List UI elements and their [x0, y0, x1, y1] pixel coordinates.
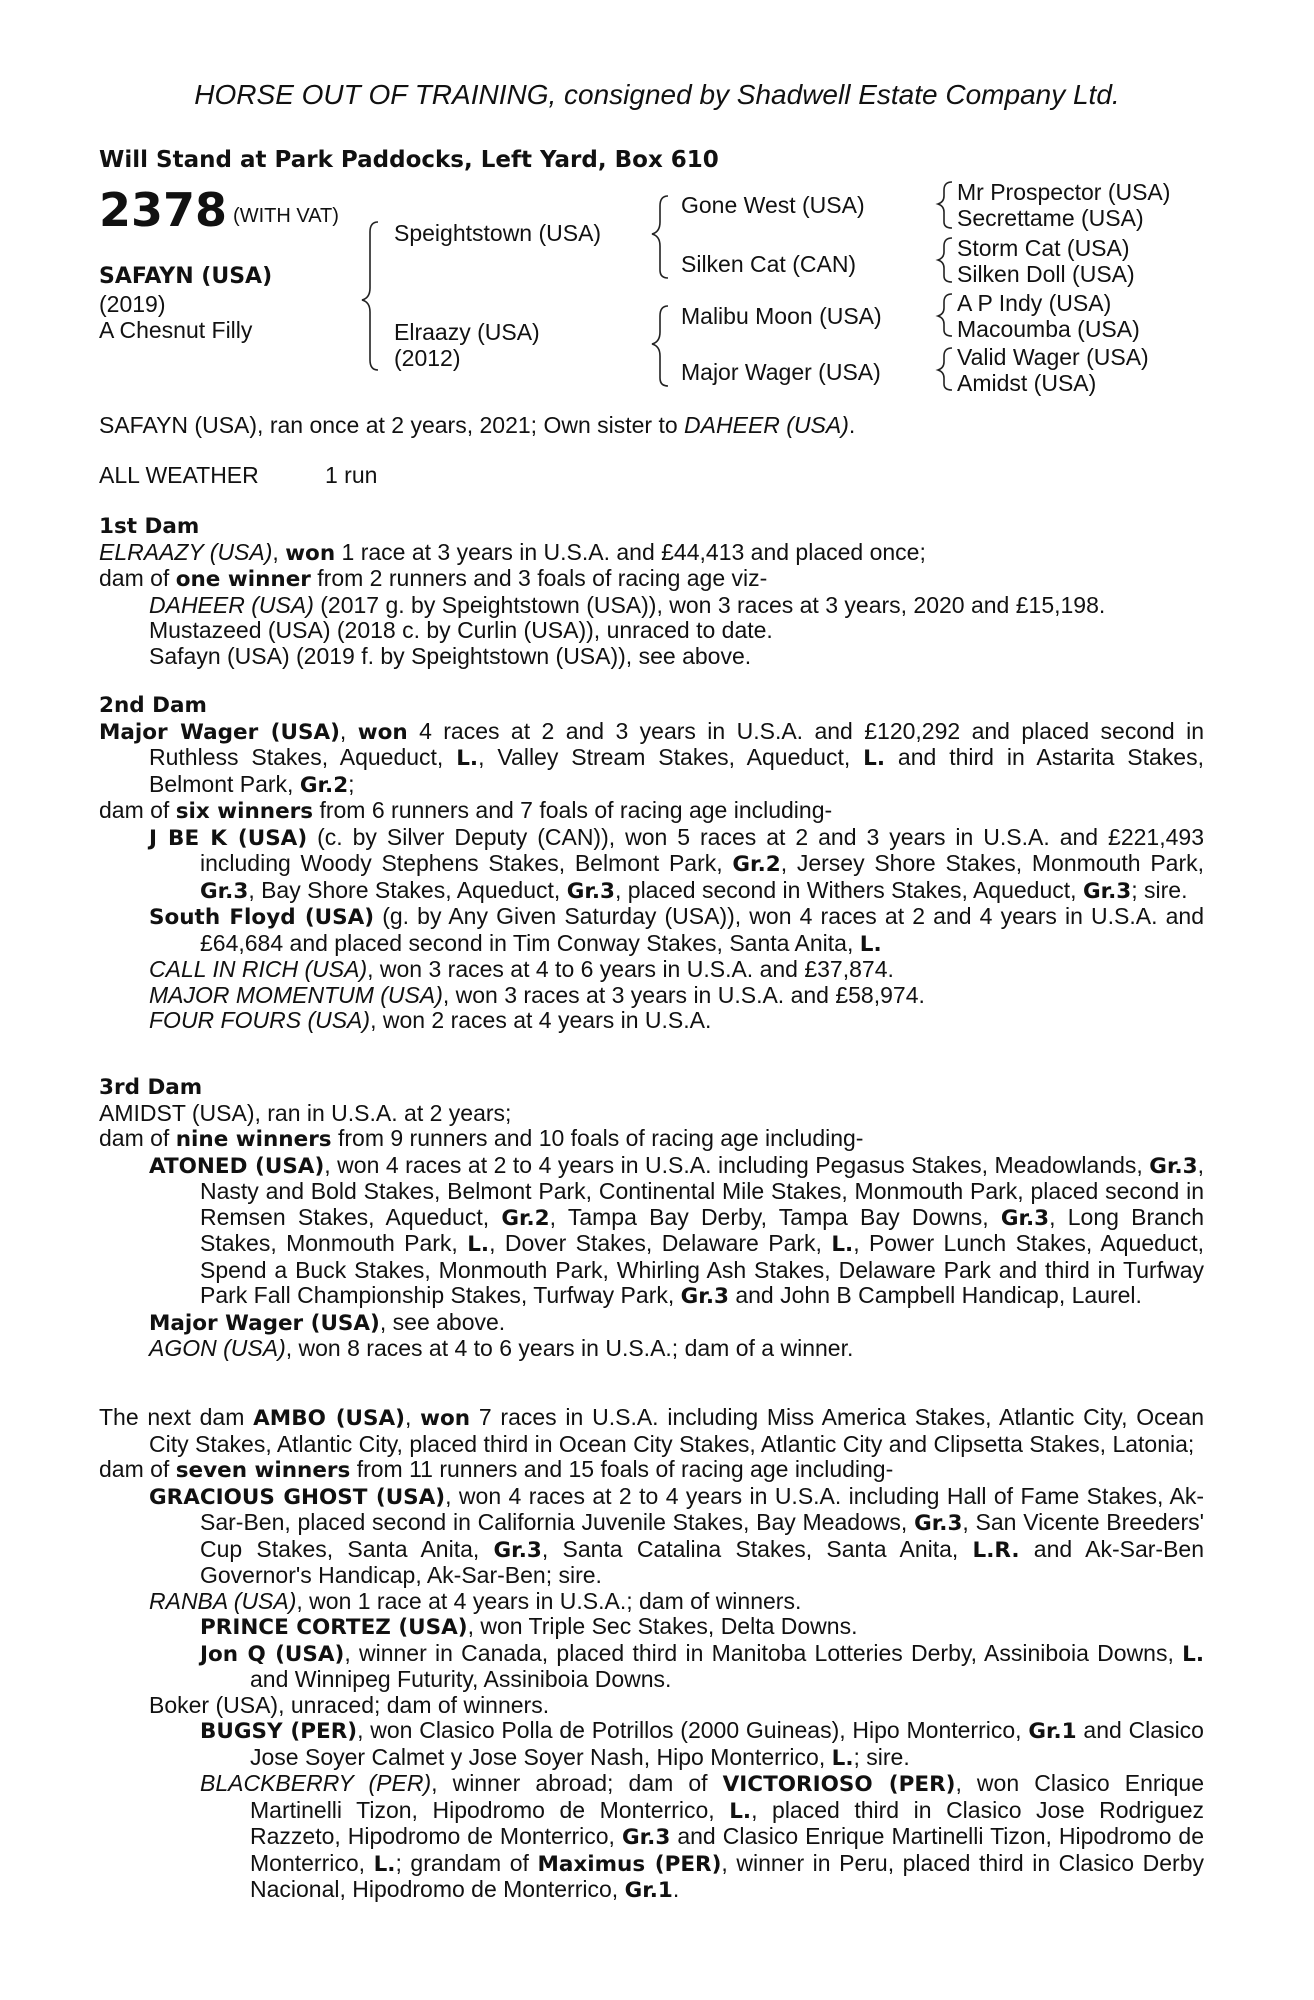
list-item — [99, 1718, 1204, 1771]
next-dam-produce — [99, 1457, 1204, 1484]
text-run: (2017 g. by Speightstown (USA)), won 3 races at 3 years, 2020 and £15,198. — [313, 591, 1106, 618]
text-run: L. — [729, 1798, 752, 1824]
text-run: , winner in Canada, placed third in Manitoba Lotteries Derby, Assiniboia Downs, — [344, 1639, 1183, 1666]
list-item — [99, 593, 1204, 619]
text-run: The next dam — [99, 1404, 254, 1430]
text-run: Jon Q (USA) — [200, 1641, 345, 1667]
pedigree-dam-dam: Major Wager (USA) — [681, 359, 881, 385]
first-dam-line — [99, 540, 1204, 567]
text-run: Gr.1 — [1028, 1719, 1077, 1744]
pedigree-dam-year: (2012) — [394, 345, 461, 371]
third-dam-section — [99, 1075, 1204, 1362]
page-header: HORSE OUT OF TRAINING, consigned by Shadwell Estate Company Ltd. — [194, 79, 1120, 110]
text-run: , Power Lunch Stakes, Aqueduct, Spend a Buck Stakes, Monmouth Park, Whirling Ash Stakes, Delaware Park and third in Turfway Park Fall Championship Stakes, Turfway Park, — [200, 1230, 1204, 1308]
third-dam-produce — [99, 1126, 1204, 1153]
text-run: dam of — [99, 565, 176, 591]
pedigree-dam: Elraazy (USA) — [394, 319, 540, 345]
list-item — [99, 957, 1204, 983]
text-run: , — [404, 1404, 421, 1430]
text-run: Gr.3 — [621, 1825, 671, 1850]
third-dam-heading: 3rd Dam — [99, 1075, 203, 1100]
text-run: South Floyd (USA) — [149, 905, 375, 930]
first-dam-produce — [99, 566, 1204, 593]
text-run: , won 2 races at 4 years in U.S.A. — [370, 1007, 712, 1033]
text-run: dam of — [99, 1456, 176, 1482]
text-run: , won 4 races at 2 to 4 years in U.S.A. including Hall of Fame Stakes, Ak-Sar-Ben, placed second in California Juvenile Stakes, Bay Meadows, — [200, 1482, 1204, 1535]
text-run: L. — [467, 1232, 490, 1257]
text-run: won — [285, 540, 336, 566]
text-run: L. — [863, 746, 886, 771]
summary-end: . — [848, 412, 856, 438]
text-run: CALL IN RICH (USA) — [149, 956, 368, 982]
text-run: DAHEER (USA) — [149, 591, 314, 618]
lot-number-value: 2378 — [99, 183, 228, 237]
list-item — [99, 1153, 1204, 1310]
text-run: Major Wager (USA) — [149, 1310, 380, 1336]
text-run: and third in Astarita Stakes, Belmont Park, — [149, 744, 1204, 797]
first-dam-name: ELRAAZY (USA) — [99, 538, 273, 565]
text-run: GRACIOUS GHOST (USA) — [149, 1484, 446, 1510]
list-item: Safayn (USA) (2019 f. by Speightstown (USA)), see above. — [149, 642, 752, 669]
text-run: 1 race at 3 years in U.S.A. and £44,413 and placed once; — [335, 538, 926, 565]
text-run: Gr.2 — [299, 772, 349, 798]
text-run: , won 8 races at 4 to 6 years in U.S.A.; dam of a winner. — [285, 1335, 854, 1361]
text-run: , won 1 race at 4 years in U.S.A.; dam of winners. — [296, 1587, 802, 1614]
vat-note: (WITH VAT) — [233, 205, 339, 227]
second-dam-heading: 2nd Dam — [99, 693, 207, 718]
text-run: won — [420, 1406, 471, 1431]
pedigree-g1: Mr Prospector (USA) — [957, 179, 1171, 205]
stand-location: Will Stand at Park Paddocks, Left Yard, Box 610 — [99, 147, 719, 173]
text-run: Gr.1 — [624, 1878, 673, 1903]
text-run: , — [272, 538, 286, 565]
text-run: Gr.3 — [200, 878, 249, 904]
text-run: , won Clasico Polla de Potrillos (2000 Guineas), Hipo Monterrico, — [357, 1717, 1029, 1743]
pedigree-g6: Macoumba (USA) — [957, 316, 1140, 342]
text-run: FOUR FOURS (USA) — [149, 1007, 371, 1033]
text-run: . — [672, 1876, 680, 1902]
text-run: Gr.3 — [1000, 1205, 1050, 1231]
pedigree-g7: Valid Wager (USA) — [957, 344, 1149, 370]
text-run: Gr.3 — [493, 1537, 542, 1563]
text-run: ; sire. — [1131, 876, 1188, 903]
text-run: , — [339, 717, 358, 744]
text-run: Gr.2 — [501, 1205, 550, 1231]
text-run: dam of — [99, 1125, 176, 1151]
text-run: J BE K (USA) — [149, 825, 308, 851]
pedigree-sire-sire: Gone West (USA) — [681, 192, 865, 218]
text-run: and John B Campbell Handicap, Laurel. — [728, 1282, 1142, 1308]
text-run: Gr.3 — [1149, 1153, 1198, 1179]
text-run: , San Vicente Breeders' Cup Stakes, Santa Anita, — [200, 1509, 1204, 1562]
text-run: , Jersey Shore Stakes, Monmouth Park, — [780, 850, 1204, 876]
pedigree-g2: Secrettame (USA) — [957, 205, 1144, 231]
text-run: L. — [456, 746, 479, 771]
text-run: , won 3 races at 4 to 6 years in U.S.A. and £37,874. — [367, 956, 894, 982]
text-run: and Clasico Jose Soyer Calmet y Jose Soyer Nash, Hipo Monterrico, — [250, 1717, 1204, 1770]
list-item — [99, 1771, 1204, 1904]
text-run: from 11 runners and 15 foals of racing age including- — [350, 1456, 894, 1482]
text-run: Gr.3 — [1082, 878, 1132, 904]
text-run: , won Clasico Enrique Martinelli Tizon, Hipodromo de Monterrico, — [250, 1770, 1204, 1823]
text-run: L. — [859, 931, 882, 957]
list-item — [99, 983, 1204, 1009]
summary-text: SAFAYN (USA), ran once at 2 years, 2021; Own sister to — [99, 412, 685, 438]
text-run: and Winnipeg Futurity, Assiniboia Downs. — [250, 1666, 672, 1692]
list-item — [99, 1614, 1204, 1641]
pedigree-sire-dam: Silken Cat (CAN) — [681, 251, 857, 277]
text-run: , Bay Shore Stakes, Aqueduct, — [248, 876, 567, 903]
text-run: six winners — [175, 799, 314, 824]
horse-year: (2019) — [99, 291, 166, 317]
text-run: AMBO (USA) — [253, 1406, 405, 1431]
third-dam-line: AMIDST (USA), ran in U.S.A. at 2 years; — [99, 1099, 512, 1126]
text-run: , won 4 races at 2 to 4 years in U.S.A. including Pegasus Stakes, Meadowlands, — [324, 1151, 1150, 1178]
text-run: (c. by Silver Deputy (CAN)), won 5 races at 2 and 3 years in U.S.A. and £221,493 including Woody Stephens Stakes, Belmont Park, — [200, 823, 1204, 876]
record-surface: ALL WEATHER — [99, 462, 259, 488]
text-run: L. — [831, 1232, 854, 1257]
text-run: BUGSY (PER) — [200, 1719, 358, 1744]
list-item — [99, 1484, 1204, 1589]
pedigree-g4: Silken Doll (USA) — [957, 261, 1135, 287]
text-run: , placed second in Withers Stakes, Aqueduct, — [615, 876, 1083, 903]
text-run: , Nasty and Bold Stakes, Belmont Park, Continental Mile Stakes, Monmouth Park, placed second in Remsen Stakes, Aqueduct, — [200, 1151, 1204, 1230]
pedigree-g3: Storm Cat (USA) — [957, 235, 1130, 261]
text-run: AGON (USA) — [149, 1335, 286, 1361]
text-run: , won Triple Sec Stakes, Delta Downs. — [467, 1613, 858, 1639]
text-run: L. — [831, 1745, 854, 1771]
text-run: from 2 runners and 3 foals of racing age viz- — [310, 565, 768, 591]
next-dam-line — [99, 1405, 1204, 1457]
text-run: RANBA (USA) — [149, 1587, 297, 1614]
text-run: Gr.3 — [914, 1511, 963, 1536]
horse-description: A Chesnut Filly — [99, 317, 253, 343]
text-run: L. — [373, 1851, 396, 1877]
first-dam-heading: 1st Dam — [99, 514, 200, 539]
text-run: 7 races in U.S.A. including Miss America Stakes, Atlantic City, Ocean City Stakes, Atlantic City, placed third in Ocean City Stakes, Atlantic City and Clipsetta Stakes, Latonia; — [149, 1404, 1205, 1457]
text-run: L. — [1182, 1641, 1205, 1667]
list-item: Mustazeed (USA) (2018 c. by Curlin (USA)), unraced to date. — [149, 617, 773, 643]
horse-name: SAFAYN (USA) — [99, 264, 273, 289]
text-run: , Valley Stream Stakes, Aqueduct, — [478, 744, 864, 770]
pedigree-g8: Amidst (USA) — [957, 370, 1097, 396]
second-dam-section — [99, 693, 1204, 1034]
second-dam-produce — [99, 798, 1204, 825]
text-run: and Ak-Sar-Ben Governor's Handicap, Ak-Sar-Ben; sire. — [200, 1535, 1205, 1588]
text-run: Maximus (PER) — [537, 1851, 722, 1877]
pedigree-g5: A P Indy (USA) — [957, 290, 1112, 316]
list-item — [99, 1336, 1204, 1362]
text-run: 4 races at 2 and 3 years in U.S.A. and £120,292 and placed second in Ruthless Stakes, Aqueduct, — [149, 717, 1205, 770]
text-run: MAJOR MOMENTUM (USA) — [149, 981, 443, 1008]
text-run: , see above. — [379, 1308, 506, 1335]
second-dam-line — [99, 719, 1204, 799]
first-dam-section — [99, 514, 1204, 669]
text-run: BLACKBERRY (PER) — [200, 1770, 432, 1796]
text-run: , Tampa Bay Derby, Tampa Bay Downs, — [549, 1203, 1001, 1230]
list-item — [99, 1310, 1204, 1337]
list-item — [99, 1641, 1204, 1693]
text-run: , Dover Stakes, Delaware Park, — [489, 1230, 832, 1256]
text-run: (g. by Any Given Saturday (USA)), won 4 races at 2 and 4 years in U.S.A. and £64,684 and placed second in Tim Conway Stakes, Santa Anita, — [200, 903, 1204, 956]
text-run: , won 3 races at 3 years in U.S.A. and £58,974. — [442, 981, 925, 1008]
text-run: , Santa Catalina Stakes, Santa Anita, — [541, 1535, 973, 1562]
text-run: Gr.3 — [680, 1284, 729, 1309]
record-runs: 1 run — [325, 462, 378, 488]
text-run: L.R. — [972, 1537, 1020, 1563]
text-run: , Long Branch Stakes, Monmouth Park, — [200, 1203, 1204, 1256]
summary-sister: DAHEER (USA) — [684, 412, 849, 438]
list-item — [99, 904, 1204, 957]
text-run: Gr.2 — [732, 852, 781, 877]
next-dam-section — [99, 1405, 1204, 1904]
text-run: one winner — [175, 567, 311, 592]
text-run: from 9 runners and 10 foals of racing age including- — [331, 1125, 864, 1151]
list-item: Boker (USA), unraced; dam of winners. — [149, 1691, 550, 1718]
text-run: and Clasico Enrique Martinelli Tizon, Hipodromo de Monterrico, — [250, 1823, 1204, 1876]
text-run: , winner abroad; dam of — [431, 1770, 723, 1796]
race-summary — [99, 413, 855, 439]
text-run: seven winners — [175, 1458, 351, 1483]
text-run: from 6 runners and 7 foals of racing age including- — [313, 797, 833, 823]
text-run: ATONED (USA) — [149, 1153, 325, 1179]
text-run: ; — [348, 770, 355, 797]
text-run: nine winners — [175, 1127, 332, 1152]
text-run: Gr.3 — [566, 878, 615, 904]
text-run: PRINCE CORTEZ (USA) — [200, 1615, 468, 1640]
text-run: , placed third in Clasico Jose Rodriguez Razzeto, Hipodromo de Monterrico, — [250, 1796, 1204, 1849]
text-run: Major Wager (USA) — [99, 719, 340, 745]
text-run: , winner in Peru, placed third in Clasico Derby Nacional, Hipodromo de Monterrico, — [250, 1849, 1204, 1902]
text-run: ; grandam of — [395, 1849, 538, 1876]
pedigree-sire: Speightstown (USA) — [394, 220, 602, 246]
pedigree-dam-sire: Malibu Moon (USA) — [681, 303, 882, 329]
text-run: dam of — [99, 797, 176, 823]
list-item — [99, 1589, 1204, 1615]
text-run: ; sire. — [853, 1743, 910, 1770]
list-item — [99, 825, 1204, 905]
list-item — [99, 1008, 1204, 1034]
text-run: won — [357, 719, 408, 745]
text-run: VICTORIOSO (PER) — [722, 1772, 956, 1797]
